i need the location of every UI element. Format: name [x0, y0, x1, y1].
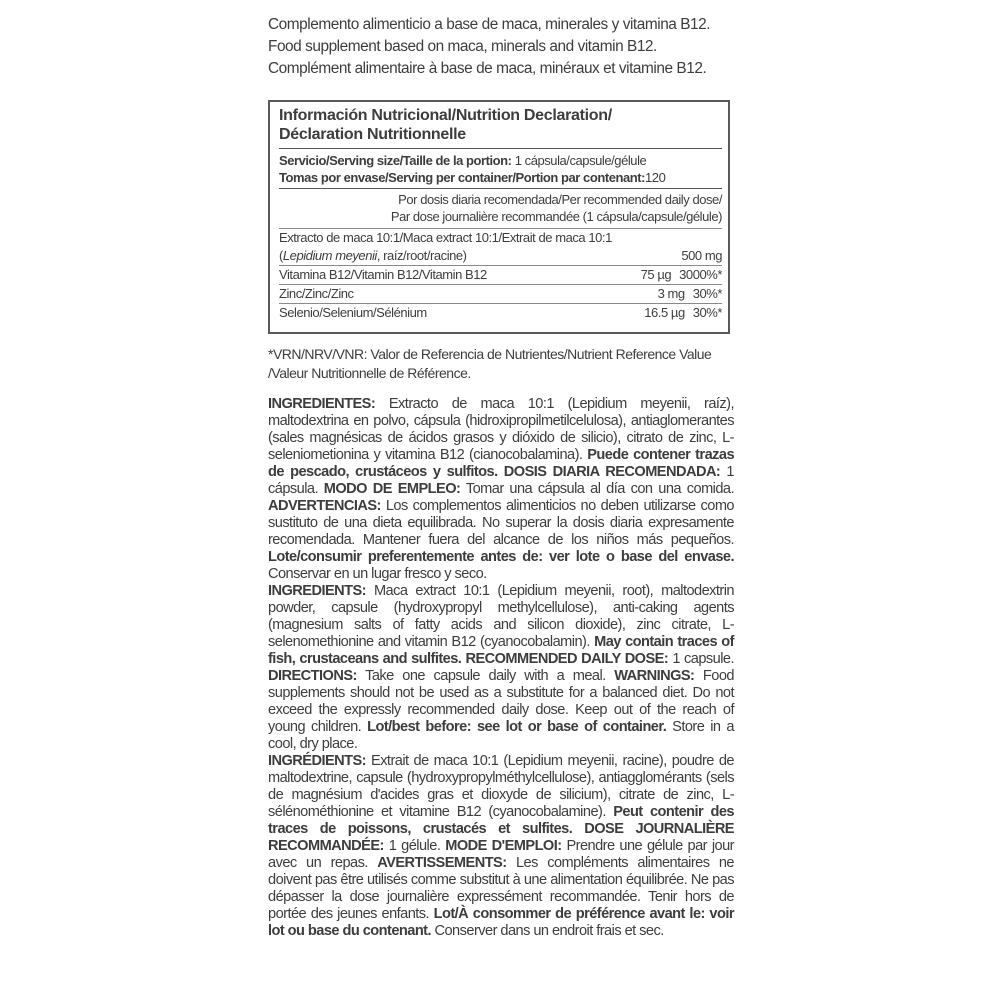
nutrient-vrn: 30%* [692, 286, 722, 301]
nutrient-values [658, 285, 722, 303]
product-description [268, 14, 734, 80]
nutrient-vrn: 30%* [692, 305, 722, 320]
ingredients-bold-segment: Lot/À consommer de préférence avant le: voir lot ou base du contenant. [268, 906, 734, 939]
ingredients-bold-segment: MODE D'EMPLOI: [445, 838, 562, 854]
ingredients-text-segment: Prendre une gélule par jour avec un repas. [268, 838, 734, 871]
ingredients-text-segment: Store in a cool, dry place. [268, 719, 734, 752]
servings-per-container [279, 169, 722, 186]
per-dose-header [279, 189, 722, 229]
description-es: Complemento alimenticio a base de maca, minerales y vitamina B12. [268, 16, 711, 33]
ingredients-block [268, 396, 734, 940]
nutrient-vrn: 3000%* [679, 267, 722, 282]
nutrient-row [279, 304, 722, 322]
ingredients-bold-segment: INGREDIENTES: [268, 396, 376, 412]
maca-row-latin [279, 247, 722, 266]
description-fr: Complément alimentaire à base de maca, minéraux et vitamine B12. [268, 60, 707, 77]
ingredients-es [268, 396, 734, 583]
reference-note [268, 345, 734, 383]
per-dose-line1: Por dosis diaria recomendada/Per recommended daily dose/ [398, 192, 722, 207]
ingredients-text-segment: Food supplements should not be used as a substitute for a balanced diet. Do not exceed the expressly recommended daily dose. Keep out of the reach of young children. [268, 668, 734, 735]
maca-amount: 500 mg [681, 248, 722, 263]
ingredients-text-segment: Les compléments alimentaires ne doivent pas être utilisés comme substitut à une alimentation équilibrée. Ne pas dépasser la dose journalière expressément recommandée. Tenir hors de portée des jeunes enfants. [268, 855, 734, 922]
ingredients-bold-segment: WARNINGS: [614, 668, 695, 684]
maca-paren: ( [279, 248, 283, 263]
ingredients-text-segment: Tomar una cápsula al día con una comida. [460, 481, 734, 497]
ingredients-bold-segment: Puede contener trazas de pescado, crustáceos y sulfitos. DOSIS DIARIA RECOMENDADA: [268, 447, 735, 480]
nutrition-title-line1: Información Nutricional/Nutrition Declaration/ [279, 107, 612, 124]
ingredients-text-segment: Extracto de maca 10:1 (Lepidium meyenii, raíz), maltodextrina en polvo, cápsula (hidroxipropilmetilcelulosa), antiaglomerantes (sales magnésicas de ácidos grasos y dióxido de silicio), citrato de zinc, L-seleniometionina y vitamina B12 (cianocobalamina). [268, 396, 734, 463]
servings-value: 120 [645, 170, 666, 185]
ingredients-text-segment: Extrait de maca 10:1 (Lepidium meyenii, racine), poudre de maltodextrine, capsule (hydroxypropylméthylcellulose), antiagglomérants (sels de magnésium d'acides gras et dioxyde de silicium), citrate de zinc, L-sélénométhionine et vitamine B12 (cyanocobalamine). [268, 753, 734, 820]
nutrient-row [279, 266, 722, 285]
ingredients-en [268, 583, 734, 753]
ingredients-bold-segment: DIRECTIONS: [268, 668, 357, 684]
serving-size [279, 152, 722, 169]
maca-latin-label [279, 247, 467, 265]
nutrition-title-line2: Déclaration Nutritionnelle [279, 126, 466, 143]
serving-size-label: Servicio/Serving size/Taille de la portion: [279, 153, 512, 168]
nutrient-name: Vitamina B12/Vitamin B12/Vitamin B12 [279, 267, 487, 282]
ingredients-bold-segment: Peut contenir des traces de poissons, crustacés et sulfites. DOSE JOURNALIÈRE RECOMMANDÉE: [268, 804, 734, 854]
nutrient-name: Selenio/Selenium/Sélénium [279, 305, 427, 320]
nutrition-table [268, 100, 730, 334]
ingredients-bold-segment: ADVERTENCIAS: [268, 498, 381, 514]
maca-latin-name: Lepidium meyenii [282, 248, 377, 263]
ingredients-text-segment: 1 cápsula. [268, 464, 734, 497]
ingredients-bold-segment: INGREDIENTS: [268, 583, 366, 599]
ingredients-bold-segment: Lote/consumir preferentemente antes de: ver lote o base del envase. [268, 549, 734, 565]
nutrient-amount: 16.5 µg [644, 305, 685, 320]
per-dose-line2: Par dose journalière recommandée (1 cápsula/capsule/gélule) [390, 209, 722, 224]
ingredients-bold-segment: Lot/best before: see lot or base of container. [367, 719, 667, 735]
nutrient-values [641, 266, 722, 284]
ingredients-text-segment: Take one capsule daily with a meal. [356, 668, 615, 684]
ingredients-bold-segment: May contain traces of fish, crustaceans and sulfites. RECOMMENDED DAILY DOSE: [268, 634, 734, 667]
ingredients-bold-segment: AVERTISSEMENTS: [377, 855, 507, 871]
reference-line1: *VRN/NRV/VNR: Valor de Referencia de Nutrientes/Nutrient Reference Value [268, 346, 712, 362]
ingredients-text-segment: Conservar en un lugar fresco y seco. [268, 566, 487, 582]
servings-label: Tomas por envase/Serving per container/Portion par contenant: [279, 170, 646, 185]
maca-label: Extracto de maca 10:1/Maca extract 10:1/Extrait de maca 10:1 [279, 230, 612, 245]
nutrition-title [279, 106, 722, 149]
ingredients-bold-segment: MODO DE EMPLEO: [323, 481, 461, 497]
reference-line2: /Valeur Nutritionnelle de Référence. [268, 365, 471, 381]
nutrient-name: Zinc/Zinc/Zinc [279, 286, 354, 301]
nutrient-row [279, 285, 722, 304]
nutrient-amount: 75 µg [640, 267, 672, 282]
maca-row-name [279, 229, 722, 247]
ingredients-text-segment: 1 gélule. [383, 838, 446, 854]
nutrient-amount: 3 mg [657, 286, 685, 301]
ingredients-text-segment: Maca extract 10:1 (Lepidium meyenii, root), maltodextrin powder, capsule (hydroxypropyl methylcellulose), anti-caking agents (magnesium salts of fatty acids and silicon dioxide), zinc citrate, L-selenomethionine and vitamin B12 (cyanocobalamin). [268, 583, 734, 650]
ingredients-fr [268, 753, 734, 940]
maca-part: , raíz/root/racine) [376, 248, 467, 263]
nutrient-values [644, 304, 722, 322]
description-en: Food supplement based on maca, minerals and vitamin B12. [268, 38, 657, 55]
serving-size-value: 1 cápsula/capsule/gélule [511, 153, 647, 168]
ingredients-text-segment: Los complementos alimenticios no deben utilizarse como sustituto de una dieta equilibrada. No superar la dosis diaria expresamente recomendada. Mantener fuera del alcance de los niños más pequeños. [268, 498, 734, 548]
ingredients-bold-segment: INGRÉDIENTS: [268, 753, 366, 769]
ingredients-text-segment: Conserver dans un endroit frais et sec. [431, 923, 664, 939]
serving-info [279, 149, 722, 189]
ingredients-text-segment: 1 capsule. [668, 651, 734, 667]
